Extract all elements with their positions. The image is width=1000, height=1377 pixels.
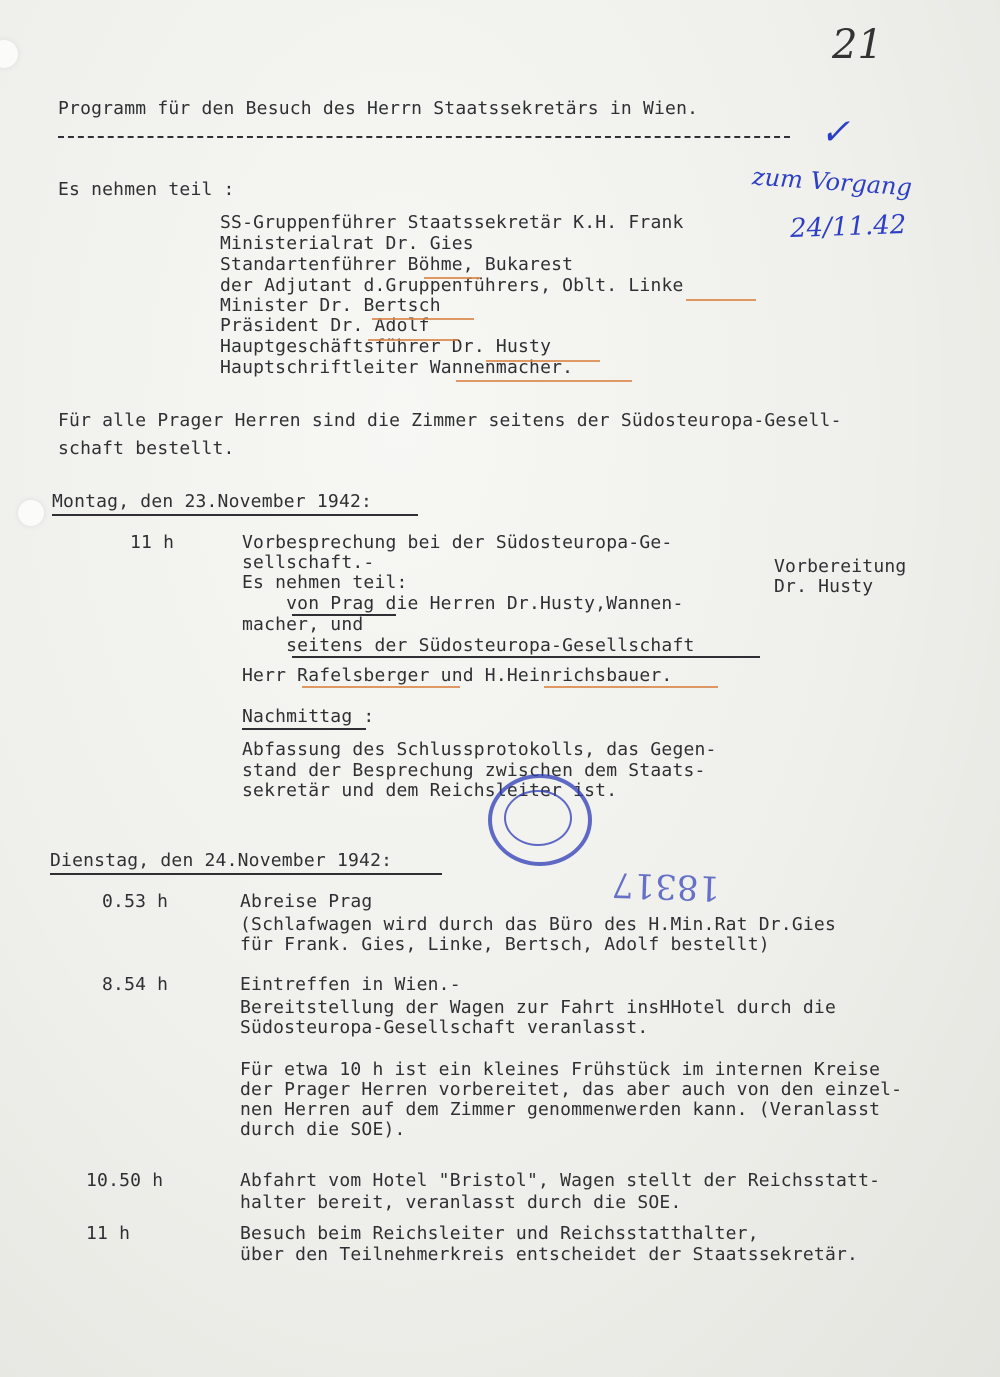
monday-line: sellschaft.- — [242, 552, 375, 573]
monday-line: Herr Rafelsberger und H.Heinrichsbauer. — [242, 665, 673, 686]
participant-line: Ministerialrat Dr. Gies — [220, 233, 474, 254]
afternoon-label: Nachmittag : — [242, 706, 375, 727]
entry-line: Abreise Prag — [240, 891, 373, 912]
entry-line: Eintreffen in Wien.- — [240, 974, 461, 995]
afternoon-line: sekretär und dem Reichsleiter ist. — [242, 780, 618, 801]
pencil-underline — [544, 686, 718, 688]
tuesday-date: Dienstag, den 24.November 1942: — [50, 850, 393, 871]
monday-line: macher, und — [242, 614, 364, 635]
participant-line: Minister Dr. Bertsch — [220, 295, 441, 316]
handwritten-date: 24/11.42 — [789, 209, 907, 245]
title-underline — [58, 136, 790, 138]
stamp-number: 18317 — [611, 864, 721, 908]
participant-line: Standartenführer Böhme, Bukarest — [220, 254, 574, 275]
entry-time: 8.54 h — [102, 974, 169, 995]
rooms-note-line: schaft bestellt. — [58, 438, 235, 459]
punch-hole — [0, 40, 18, 68]
handwritten-mark: ✓ — [820, 112, 851, 153]
side-note-line: Dr. Husty — [774, 576, 874, 597]
participant-line: Hauptgeschäftsführer Dr. Husty — [220, 336, 552, 357]
tuesday-date-underline — [50, 873, 442, 875]
entry-line: halter bereit, veranlasst durch die SOE. — [240, 1192, 682, 1213]
pencil-underline — [424, 277, 480, 279]
afternoon-line: Abfassung des Schlussprotokolls, das Gegen- — [242, 739, 717, 760]
entry-line: nen Herren auf dem Zimmer genommenwerden kann. (Veranlasst — [240, 1099, 881, 1120]
entry-line: Bereitstellung der Wagen zur Fahrt insHHotel durch die — [240, 997, 836, 1018]
entry-time: 10.50 h — [86, 1170, 164, 1191]
archive-stamp — [488, 774, 592, 866]
monday-date-underline — [52, 514, 418, 516]
underline — [292, 614, 396, 616]
pencil-underline — [368, 339, 458, 341]
side-note-line: Vorbereitung — [774, 556, 907, 577]
pencil-underline — [486, 360, 600, 362]
entry-line: der Prager Herren vorbereitet, das aber auch von den einzel- — [240, 1079, 903, 1100]
participant-line: SS-Gruppenführer Staatssekretär K.H. Frank — [220, 212, 684, 233]
entry-line: Für etwa 10 h ist ein kleines Frühstück im internen Kreise — [240, 1059, 881, 1080]
entry-line: Besuch beim Reichsleiter und Reichsstatthalter, — [240, 1223, 759, 1244]
participant-line: Hauptschriftleiter Wannenmacher. — [220, 357, 574, 378]
pencil-underline — [372, 318, 474, 320]
monday-line: von Prag die Herren Dr.Husty,Wannen- — [242, 593, 684, 614]
entry-line: (Schlafwagen wird durch das Büro des H.Min.Rat Dr.Gies — [240, 914, 836, 935]
participant-line: der Adjutant d.Gruppenführers, Oblt. Linke — [220, 275, 684, 296]
page-number: 21 — [832, 22, 883, 68]
monday-line: Vorbesprechung bei der Südosteuropa-Ge- — [242, 532, 673, 553]
entry-line: Abfahrt vom Hotel "Bristol", Wagen stellt der Reichsstatt- — [240, 1170, 881, 1191]
participants-heading: Es nehmen teil : — [58, 179, 235, 200]
monday-line: Es nehmen teil: — [242, 572, 408, 593]
page-title: Programm für den Besuch des Herrn Staatssekretärs in Wien. — [58, 98, 699, 119]
entry-line: Südosteuropa-Gesellschaft veranlasst. — [240, 1017, 649, 1038]
pencil-underline — [456, 380, 632, 382]
monday-date: Montag, den 23.November 1942: — [52, 491, 373, 512]
afternoon-line: stand der Besprechung zwischen dem Staats- — [242, 760, 706, 781]
pencil-underline — [302, 686, 460, 688]
handwritten-note: zum Vorgang — [751, 162, 913, 202]
entry-line: für Frank. Gies, Linke, Bertsch, Adolf bestellt) — [240, 934, 770, 955]
underline — [292, 656, 760, 658]
monday-time: 11 h — [130, 532, 175, 553]
pencil-underline — [686, 299, 756, 301]
entry-time: 11 h — [86, 1223, 131, 1244]
punch-hole — [18, 500, 44, 526]
afternoon-underline — [242, 728, 366, 730]
monday-line: seitens der Südosteuropa-Gesellschaft — [242, 635, 695, 656]
participant-line: Präsident Dr. Adolf — [220, 315, 430, 336]
entry-line: durch die SOE). — [240, 1119, 406, 1140]
rooms-note-line: Für alle Prager Herren sind die Zimmer seitens der Südosteuropa-Gesell- — [58, 410, 842, 431]
entry-time: 0.53 h — [102, 891, 169, 912]
entry-line: über den Teilnehmerkreis entscheidet der Staatssekretär. — [240, 1244, 859, 1265]
